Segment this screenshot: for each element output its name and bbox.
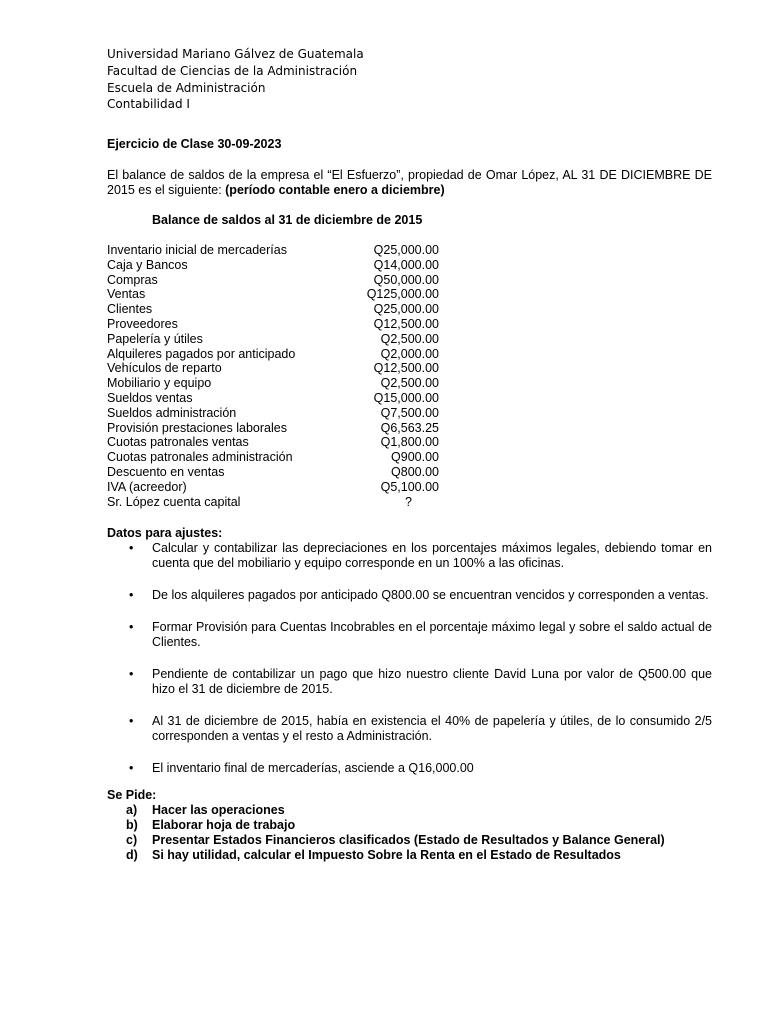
request-marker: c): [126, 833, 138, 847]
account-amount: Q15,000.00: [373, 390, 439, 405]
balance-title: Balance de saldos al 31 de diciembre de 2015: [152, 213, 423, 227]
request-text: Si hay utilidad, calcular el Impuesto Sobre la Renta en el Estado de Resultados: [152, 848, 621, 862]
account-name: IVA (acreedor): [107, 479, 187, 494]
balance-row: [107, 391, 439, 406]
request-marker: d): [126, 848, 138, 862]
intro-period: (período contable enero a diciembre): [225, 183, 445, 197]
school-name: Escuela de Administración: [107, 80, 266, 95]
account-amount: Q25,000.00: [373, 243, 439, 257]
faculty-name: Facultad de Ciencias de la Administración: [107, 63, 358, 78]
account-amount: ?: [405, 494, 412, 509]
account-name: Proveedores: [107, 316, 178, 331]
account-amount: Q5,100.00: [380, 479, 439, 494]
account-name: Sr. López cuenta capital: [107, 494, 241, 509]
adjustment-item: [107, 620, 712, 650]
account-amount: Q25,000.00: [373, 302, 439, 317]
account-name: Descuento en ventas: [107, 464, 225, 479]
balance-row: [107, 480, 439, 495]
intro-text: El balance de saldos de la empresa el “El Esfuerzo”, propiedad de Omar López, AL 31 DE DICIEMBRE DE 2015 es el siguiente:: [107, 168, 712, 197]
request-item: [107, 818, 665, 833]
account-amount: Q50,000.00: [373, 272, 439, 287]
balance-row: [107, 258, 439, 273]
requests-list: [107, 803, 665, 863]
request-text: Elaborar hoja de trabajo: [152, 818, 296, 832]
account-amount: Q7,500.00: [380, 405, 439, 420]
account-name: Caja y Bancos: [107, 257, 188, 272]
account-amount: Q1,800.00: [380, 435, 439, 450]
balance-row: [107, 361, 439, 376]
course-name: Contabilidad I: [107, 97, 190, 112]
request-item: [107, 833, 665, 848]
balance-row: [107, 243, 439, 258]
requests-title: Se Pide:: [107, 788, 157, 802]
request-marker: a): [126, 803, 138, 817]
adjustment-text: Calcular y contabilizar las depreciaciones en los porcentajes máximos legales, debiendo tomar en cuenta que del mobiliario y equipo corresponde en un 100% a las oficinas.: [152, 541, 712, 570]
exercise-title: Ejercicio de Clase 30-09-2023: [107, 137, 282, 151]
balance-row: [107, 435, 439, 450]
account-name: Sueldos ventas: [107, 390, 193, 405]
request-text: Presentar Estados Financieros clasificados (Estado de Resultados y Balance General): [152, 833, 665, 847]
account-name: Clientes: [107, 302, 153, 317]
balance-row: [107, 302, 439, 317]
account-name: Mobiliario y equipo: [107, 376, 212, 391]
bullet-icon: •: [129, 761, 134, 775]
account-amount: Q800.00: [391, 464, 439, 479]
account-name: Alquileres pagados por anticipado: [107, 346, 296, 361]
account-amount: Q14,000.00: [373, 257, 439, 272]
adjustment-item: [107, 541, 712, 571]
account-name: Compras: [107, 272, 158, 287]
request-item: [107, 848, 665, 863]
balance-row: [107, 347, 439, 362]
account-amount: Q2,000.00: [380, 346, 439, 361]
institution-header: [107, 46, 364, 113]
account-amount: Q6,563.25: [380, 420, 439, 435]
balance-row: [107, 332, 439, 347]
adjustment-text: De los alquileres pagados por anticipado Q800.00 se encuentran vencidos y corresponden a ventas.: [152, 588, 709, 602]
adjustment-text: Pendiente de contabilizar un pago que hizo nuestro cliente David Luna por valor de Q500.00 que hizo el 31 de diciembre de 2015.: [152, 667, 712, 696]
account-name: Papelería y útiles: [107, 331, 203, 346]
bullet-icon: •: [129, 667, 134, 681]
account-name: Ventas: [107, 287, 146, 302]
bullet-icon: •: [129, 541, 134, 555]
adjustment-item: [107, 588, 712, 603]
balance-row: [107, 273, 439, 288]
adjustment-item: [107, 761, 712, 776]
balance-row: [107, 421, 439, 436]
adjustment-item: [107, 667, 712, 697]
account-amount: Q2,500.00: [380, 331, 439, 346]
balance-row: [107, 376, 439, 391]
request-text: Hacer las operaciones: [152, 803, 285, 817]
request-item: [107, 803, 665, 818]
balance-row: [107, 406, 439, 421]
account-name: Vehículos de reparto: [107, 361, 222, 376]
account-name: Inventario inicial de mercaderías: [107, 243, 287, 257]
account-amount: Q2,500.00: [380, 376, 439, 391]
balance-row: [107, 495, 439, 510]
balance-table: [107, 243, 439, 509]
account-amount: Q125,000.00: [366, 287, 439, 302]
account-name: Cuotas patronales administración: [107, 450, 293, 465]
request-marker: b): [126, 818, 138, 832]
account-name: Cuotas patronales ventas: [107, 435, 249, 450]
intro-paragraph: [107, 168, 712, 198]
account-amount: Q900.00: [391, 450, 439, 465]
adjustment-text: El inventario final de mercaderías, asciende a Q16,000.00: [152, 761, 474, 775]
university-name: Universidad Mariano Gálvez de Guatemala: [107, 47, 364, 61]
adjustment-text: Formar Provisión para Cuentas Incobrables en el porcentaje máximo legal y sobre el saldo actual de Clientes.: [152, 620, 712, 649]
adjustment-item: [107, 714, 712, 744]
account-name: Sueldos administración: [107, 405, 237, 420]
bullet-icon: •: [129, 714, 134, 728]
bullet-icon: •: [129, 588, 134, 602]
adjustment-text: Al 31 de diciembre de 2015, había en existencia el 40% de papelería y útiles, de lo consumido 2/5 corresponden a ventas y el resto a Administración.: [152, 714, 712, 743]
balance-row: [107, 287, 439, 302]
balance-row: [107, 465, 439, 480]
account-amount: Q12,500.00: [373, 316, 439, 331]
bullet-icon: •: [129, 620, 134, 634]
account-name: Provisión prestaciones laborales: [107, 420, 287, 435]
adjustments-title: Datos para ajustes:: [107, 526, 223, 540]
balance-row: [107, 450, 439, 465]
adjustments-list: [107, 541, 712, 776]
account-amount: Q12,500.00: [373, 361, 439, 376]
balance-row: [107, 317, 439, 332]
